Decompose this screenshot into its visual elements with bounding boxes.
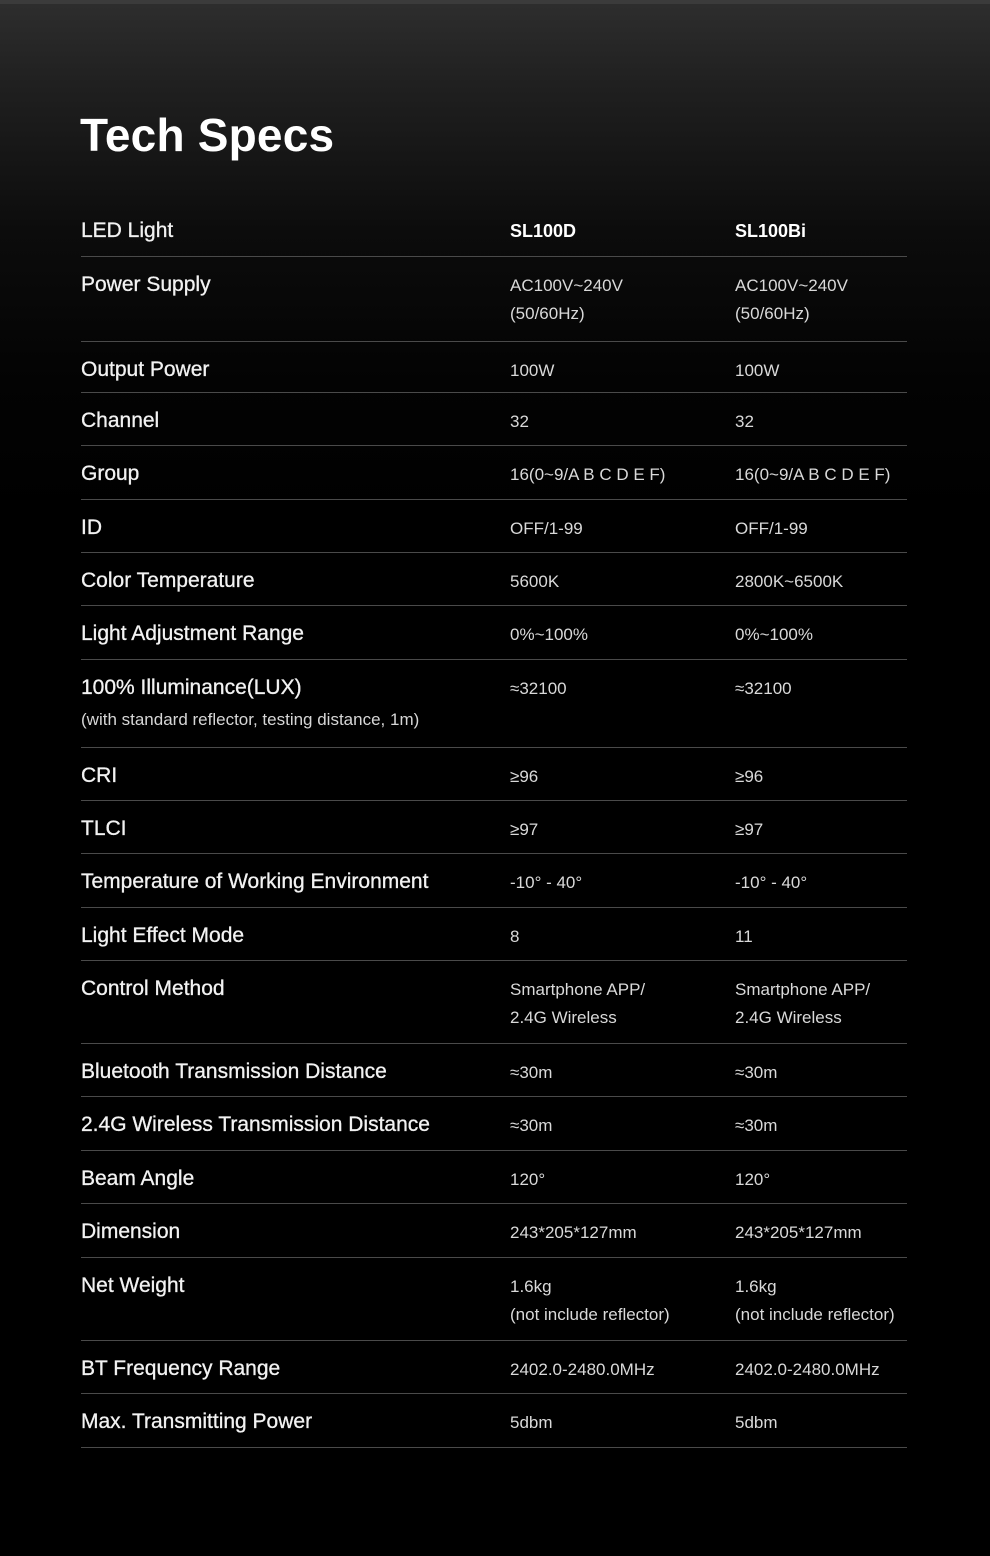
spec-value-sl100d-cell (510, 854, 735, 907)
spec-row (81, 801, 907, 854)
spec-label-cell (81, 446, 510, 499)
spec-label-cell (81, 553, 510, 605)
spec-value-sl100d: ≈32100 (510, 679, 567, 698)
spec-value-sl100d: ≥96 (510, 767, 539, 786)
spec-value-sl100d: 2.4G Wireless (510, 1008, 617, 1027)
spec-value-sl100d-cell (510, 1097, 735, 1150)
spec-label-cell (81, 801, 510, 853)
spec-label: Light Effect Mode (81, 924, 245, 947)
spec-value-sl100d-cell (510, 606, 735, 659)
spec-value-sl100bi: 11 (735, 927, 753, 946)
spec-value-sl100d-cell (510, 1151, 735, 1203)
spec-value-sl100d: 5dbm (510, 1413, 553, 1432)
spec-row (81, 908, 907, 961)
spec-label-cell (81, 908, 510, 960)
spec-label-cell (81, 748, 510, 800)
spec-value-sl100d: 2402.0-2480.0MHz (510, 1360, 655, 1379)
spec-value-sl100bi: 120° (735, 1170, 771, 1189)
spec-value-sl100bi-cell (735, 342, 907, 392)
spec-value-sl100bi-cell (735, 854, 907, 907)
spec-value-sl100d-cell (510, 446, 735, 499)
spec-value-sl100bi: OFF/1-99 (735, 519, 808, 538)
spec-value-sl100bi-cell (735, 660, 907, 747)
spec-value-sl100bi-cell (735, 1097, 907, 1150)
header-model-sl100bi-cell (735, 205, 907, 256)
spec-value-sl100d-cell (510, 1204, 735, 1257)
spec-value-sl100bi: 100W (735, 361, 780, 380)
spec-label: Group (81, 462, 140, 485)
spec-value-sl100d: AC100V~240V (510, 276, 623, 295)
spec-row (81, 660, 907, 748)
spec-value-sl100bi: (not include reflector) (735, 1305, 895, 1324)
spec-row (81, 1258, 907, 1341)
spec-value-sl100bi-cell (735, 908, 907, 960)
spec-value-sl100d-cell (510, 1044, 735, 1096)
spec-label: TLCI (81, 817, 127, 840)
spec-value-sl100d-cell (510, 908, 735, 960)
spec-value-sl100d: 0%~100% (510, 625, 588, 644)
spec-value-sl100d-cell (510, 660, 735, 747)
spec-value-sl100bi: 2.4G Wireless (735, 1008, 842, 1027)
spec-value-sl100d-cell (510, 1341, 735, 1393)
header-label-cell (81, 205, 510, 256)
spec-value-sl100d: ≥97 (510, 820, 539, 839)
spec-row (81, 1151, 907, 1204)
spec-label: Dimension (81, 1220, 181, 1243)
spec-value-sl100bi: ≈30m (735, 1063, 778, 1082)
spec-value-sl100bi: ≈30m (735, 1116, 778, 1135)
spec-label-cell (81, 257, 510, 341)
spec-label-cell (81, 961, 510, 1043)
spec-value-sl100d: (not include reflector) (510, 1305, 670, 1324)
specs-header-row (81, 205, 907, 257)
spec-row (81, 257, 907, 342)
spec-value-sl100bi-cell (735, 961, 907, 1043)
spec-value-sl100d-cell (510, 257, 735, 341)
spec-label: Beam Angle (81, 1167, 195, 1190)
spec-value-sl100d: 32 (510, 412, 529, 431)
spec-label: Channel (81, 409, 160, 432)
spec-label-cell (81, 393, 510, 445)
spec-value-sl100d-cell (510, 801, 735, 853)
header-model-sl100d: SL100D (510, 221, 577, 241)
spec-value-sl100bi: 16(0~9/A B C D E F) (735, 465, 891, 484)
spec-value-sl100bi: (50/60Hz) (735, 304, 810, 323)
spec-value-sl100d-cell (510, 1258, 735, 1340)
header-label: LED Light (81, 219, 174, 242)
spec-label: BT Frequency Range (81, 1357, 281, 1380)
specs-table (81, 205, 907, 1448)
spec-label-cell (81, 1204, 510, 1257)
spec-label-cell (81, 1341, 510, 1393)
spec-value-sl100d-cell (510, 393, 735, 445)
spec-label-cell (81, 660, 510, 747)
spec-label-cell (81, 1394, 510, 1447)
spec-value-sl100bi: ≥97 (735, 820, 764, 839)
spec-label: 2.4G Wireless Transmission Distance (81, 1113, 430, 1136)
spec-value-sl100bi: ≈32100 (735, 679, 792, 698)
spec-row (81, 342, 907, 393)
spec-label: CRI (81, 764, 118, 787)
spec-value-sl100bi: AC100V~240V (735, 276, 848, 295)
spec-row (81, 553, 907, 606)
spec-value-sl100d: ≈30m (510, 1063, 553, 1082)
spec-row (81, 500, 907, 553)
spec-value-sl100bi-cell (735, 257, 907, 341)
spec-row (81, 961, 907, 1044)
spec-value-sl100bi-cell (735, 606, 907, 659)
spec-label-cell (81, 1258, 510, 1340)
spec-value-sl100bi: 2800K~6500K (735, 572, 844, 591)
spec-row (81, 1044, 907, 1097)
spec-value-sl100d: 243*205*127mm (510, 1223, 637, 1242)
spec-row (81, 446, 907, 500)
spec-row (81, 1394, 907, 1448)
spec-value-sl100bi: 243*205*127mm (735, 1223, 862, 1242)
spec-label-cell (81, 606, 510, 659)
spec-value-sl100d: 16(0~9/A B C D E F) (510, 465, 666, 484)
spec-value-sl100bi-cell (735, 801, 907, 853)
spec-value-sl100d: 5600K (510, 572, 560, 591)
spec-value-sl100d-cell (510, 553, 735, 605)
spec-value-sl100bi-cell (735, 553, 907, 605)
spec-value-sl100d: -10° - 40° (510, 873, 583, 892)
spec-value-sl100bi-cell (735, 1044, 907, 1096)
spec-value-sl100bi-cell (735, 1151, 907, 1203)
spec-value-sl100d: OFF/1-99 (510, 519, 583, 538)
spec-value-sl100d: 120° (510, 1170, 546, 1189)
spec-value-sl100bi-cell (735, 446, 907, 499)
spec-value-sl100bi: ≥96 (735, 767, 764, 786)
spec-value-sl100d: 8 (510, 927, 520, 946)
spec-value-sl100d-cell (510, 500, 735, 552)
header-model-sl100d-cell (510, 205, 735, 256)
spec-row (81, 1204, 907, 1258)
spec-label: Max. Transmitting Power (81, 1410, 313, 1433)
spec-row (81, 1097, 907, 1151)
spec-value-sl100d-cell (510, 748, 735, 800)
spec-label: ID (81, 516, 102, 539)
spec-value-sl100bi-cell (735, 1394, 907, 1447)
spec-value-sl100d: (50/60Hz) (510, 304, 585, 323)
spec-value-sl100bi: 0%~100% (735, 625, 813, 644)
header-model-sl100bi: SL100Bi (735, 221, 807, 241)
spec-label: Light Adjustment Range (81, 622, 304, 645)
spec-label-cell (81, 854, 510, 907)
top-divider (0, 0, 990, 4)
spec-row (81, 854, 907, 908)
spec-value-sl100bi: 2402.0-2480.0MHz (735, 1360, 880, 1379)
spec-label-cell (81, 500, 510, 552)
spec-label: 100% Illuminance(LUX) (81, 676, 302, 699)
spec-value-sl100d: ≈30m (510, 1116, 553, 1135)
spec-label: Temperature of Working Environment (81, 870, 429, 893)
spec-value-sl100bi-cell (735, 500, 907, 552)
spec-label-cell (81, 1097, 510, 1150)
spec-row (81, 748, 907, 801)
page-title: Tech Specs (80, 109, 335, 161)
spec-value-sl100bi: 5dbm (735, 1413, 778, 1432)
spec-value-sl100bi-cell (735, 748, 907, 800)
spec-label: Control Method (81, 977, 225, 1000)
spec-label-cell (81, 342, 510, 392)
spec-value-sl100d-cell (510, 961, 735, 1043)
spec-value-sl100d: Smartphone APP/ (510, 980, 646, 999)
spec-label: Bluetooth Transmission Distance (81, 1060, 387, 1083)
spec-value-sl100bi-cell (735, 1341, 907, 1393)
spec-value-sl100d-cell (510, 1394, 735, 1447)
spec-value-sl100bi-cell (735, 393, 907, 445)
spec-note: (with standard reflector, testing distance, 1m) (81, 710, 420, 729)
spec-label: Output Power (81, 358, 210, 381)
spec-value-sl100bi: Smartphone APP/ (735, 980, 871, 999)
spec-row (81, 1341, 907, 1394)
spec-row (81, 393, 907, 446)
spec-row (81, 606, 907, 660)
spec-value-sl100d: 1.6kg (510, 1277, 552, 1296)
spec-value-sl100bi-cell (735, 1258, 907, 1340)
spec-label: Color Temperature (81, 569, 255, 592)
spec-label-cell (81, 1044, 510, 1096)
spec-label: Net Weight (81, 1274, 185, 1297)
spec-value-sl100d-cell (510, 342, 735, 392)
spec-label-cell (81, 1151, 510, 1203)
spec-value-sl100bi: 1.6kg (735, 1277, 777, 1296)
spec-value-sl100bi: 32 (735, 412, 754, 431)
spec-value-sl100d: 100W (510, 361, 555, 380)
spec-value-sl100bi-cell (735, 1204, 907, 1257)
spec-value-sl100bi: -10° - 40° (735, 873, 808, 892)
spec-label: Power Supply (81, 273, 211, 296)
